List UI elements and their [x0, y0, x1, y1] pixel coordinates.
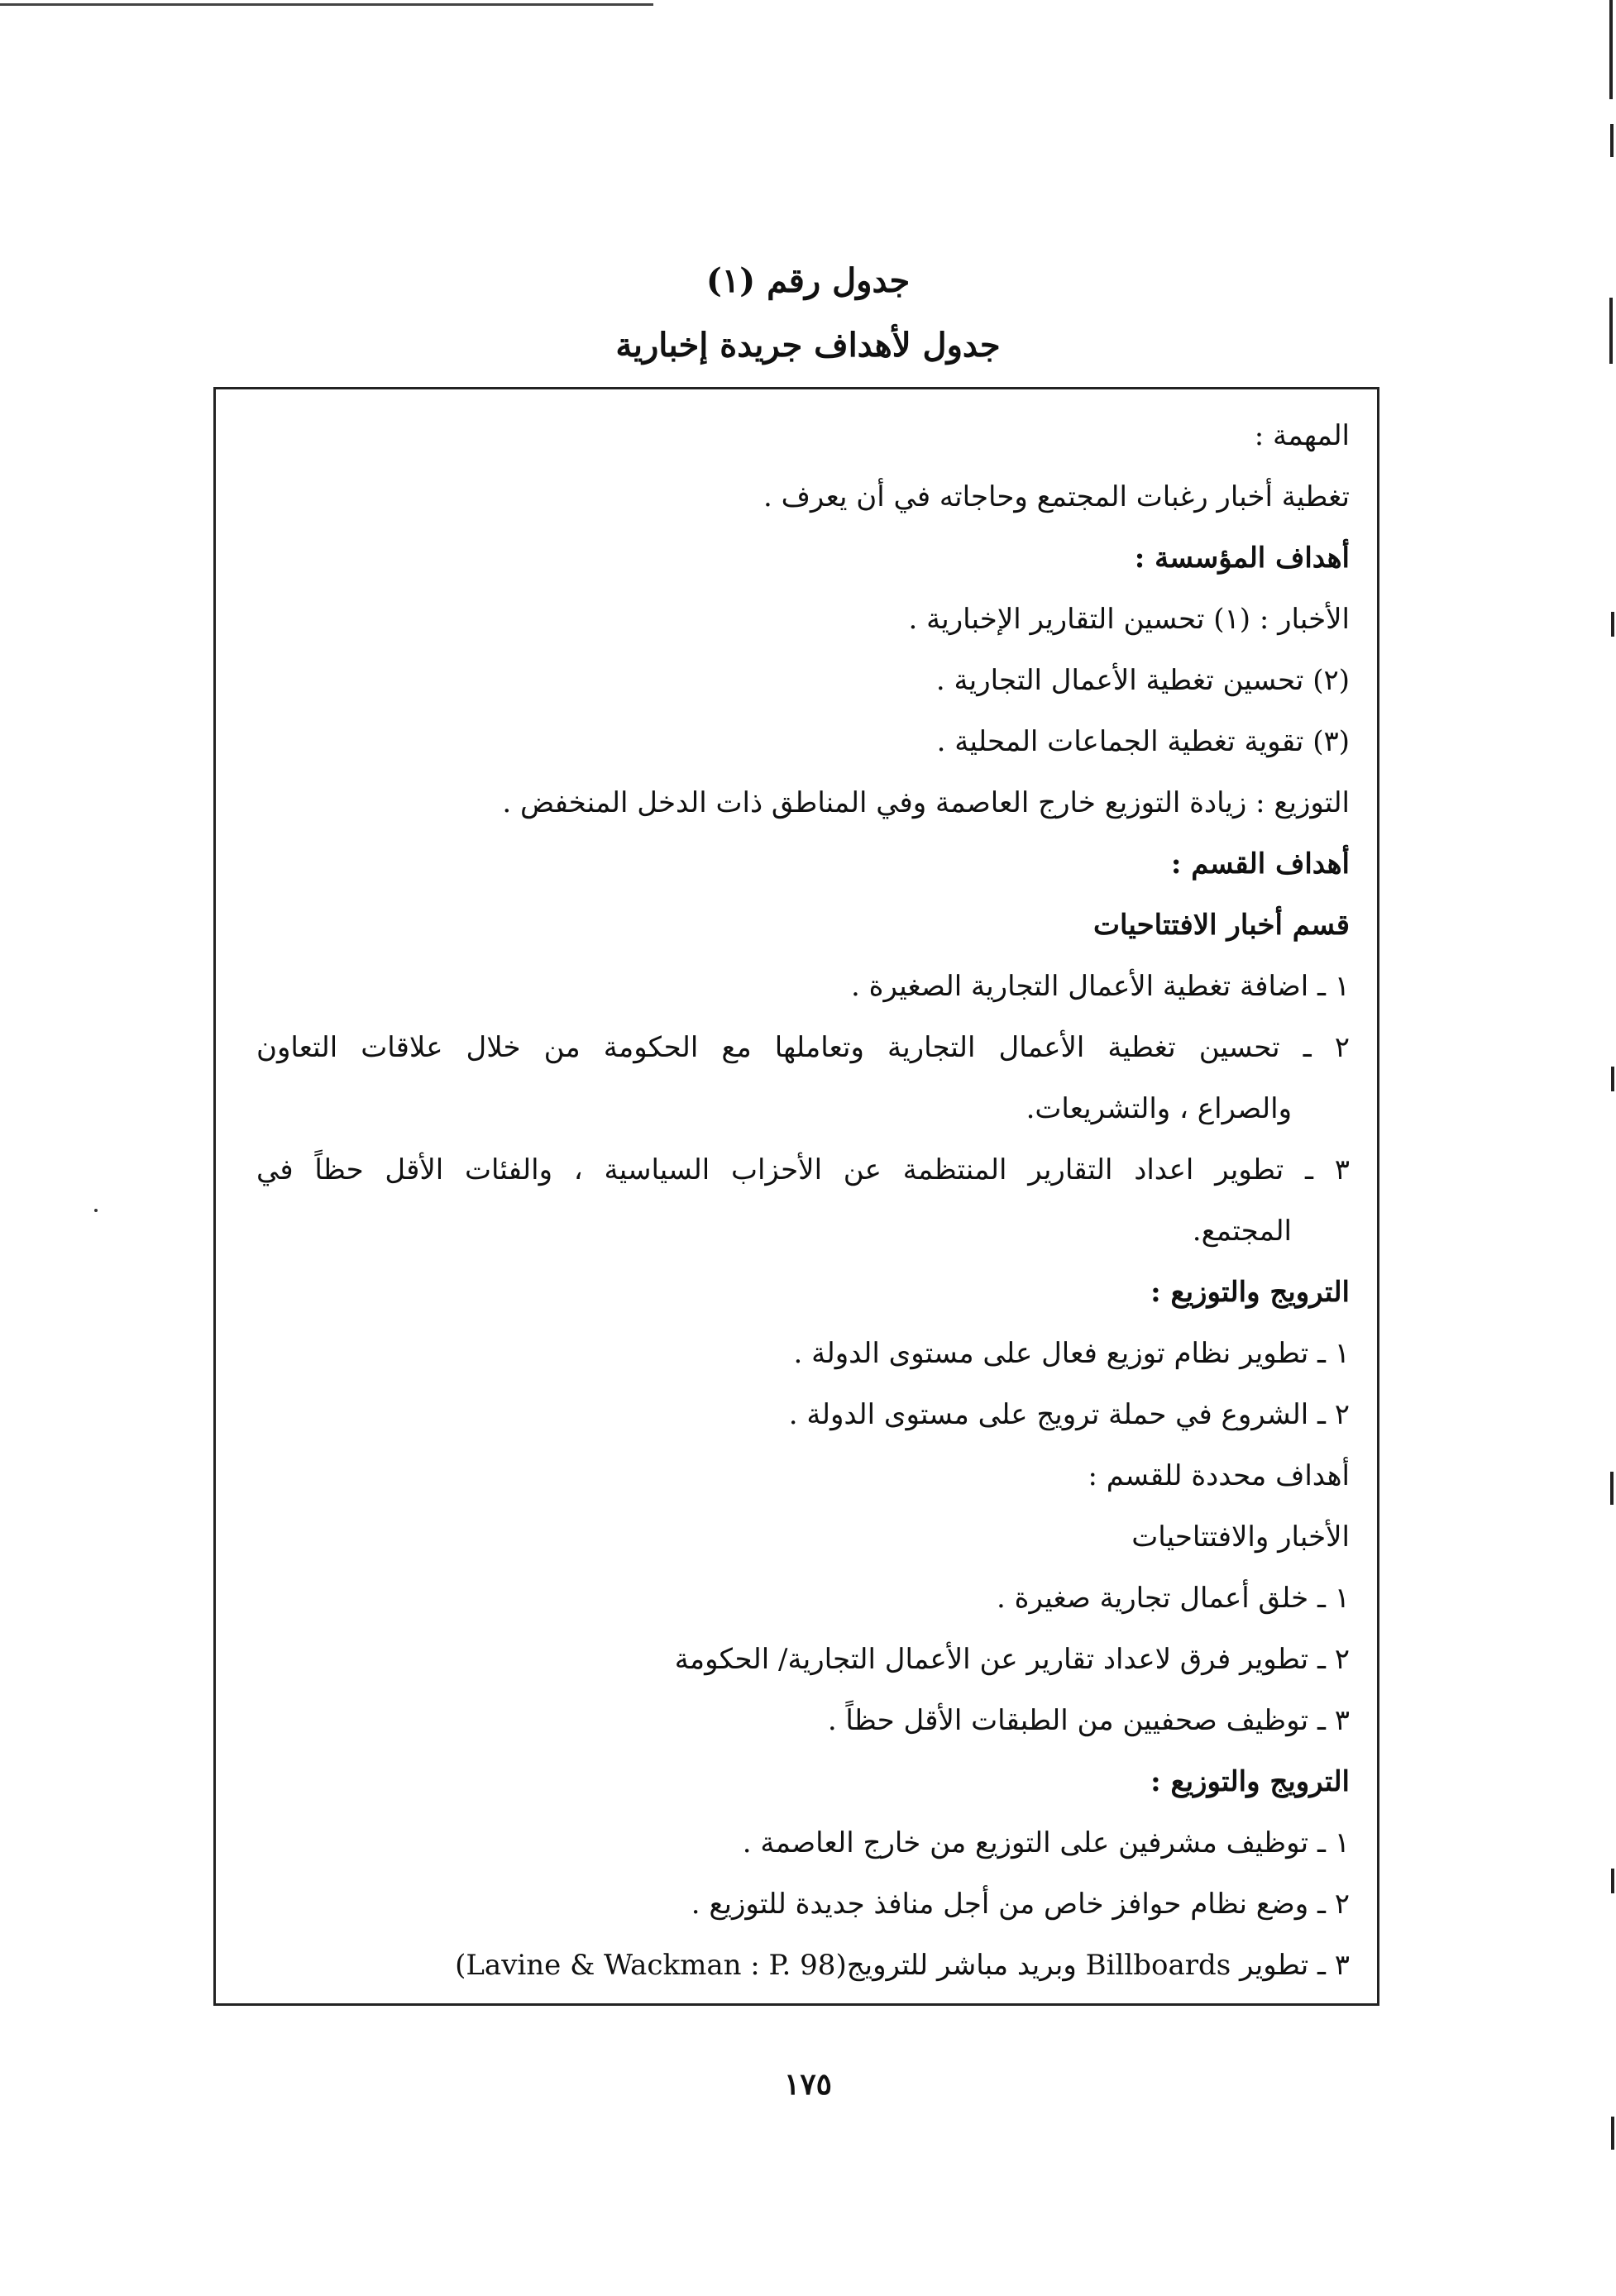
specific-news-goal-1: ١ ـ خلق أعمال تجارية صغيرة .: [997, 1582, 1350, 1615]
specific-promotion-goal-3: ٣ ـ تطوير Billboards وبريد مباشر للترويج(Lavine & Wackman : P. 98): [455, 1949, 1350, 1982]
editorial-goal-2-cont: والصراع ، والتشريعات.: [1026, 1092, 1292, 1125]
scan-edge-mark: [1610, 124, 1614, 157]
specific-goals-heading: أهداف محددة للقسم :: [1088, 1459, 1350, 1492]
editorial-goal-3: ٣ ـ تطوير اعداد التقارير المنتظمة عن الأحزاب السياسية ، والفئات الأقل حظاً في: [256, 1153, 1350, 1186]
promotion-goal-2: ٢ ـ الشروع في حملة ترويج على مستوى الدولة .: [788, 1398, 1350, 1431]
news-goal-2: (٢) تحسين تغطية الأعمال التجارية .: [935, 664, 1350, 697]
table-title: جدول لأهداف جريدة إخبارية: [615, 326, 1001, 365]
department-goals-heading: أهداف القسم :: [1170, 847, 1350, 881]
specific-promotion-heading: الترويج والتوزيع :: [1150, 1765, 1350, 1798]
scan-edge-mark: [1611, 1067, 1614, 1091]
specific-promotion-goal-2: ٢ ـ وضع نظام حوافز خاص من أجل منافذ جديدة للتوزيع .: [691, 1888, 1350, 1921]
editorial-section-heading: قسم أخبار الافتتاحيات: [1092, 909, 1350, 942]
news-goal-1: الأخبار : (١) تحسين التقارير الإخبارية .: [908, 603, 1350, 636]
mission-text: تغطية أخبار رغبات المجتمع وحاجاته في أن يعرف .: [763, 480, 1350, 513]
scan-edge-mark: [1609, 0, 1613, 99]
institution-goals-heading: أهداف المؤسسة :: [1134, 542, 1350, 575]
promotion-heading: الترويج والتوزيع :: [1150, 1276, 1350, 1309]
table-number: جدول رقم (١): [705, 261, 911, 300]
scan-speck: [94, 1209, 98, 1212]
specific-promotion-goal-1: ١ ـ توظيف مشرفين على التوزيع من خارج العاصمة .: [742, 1826, 1350, 1859]
specific-news-goal-3: ٣ ـ توظيف صحفيين من الطبقات الأقل حظاً .: [827, 1704, 1350, 1737]
distribution-goal: التوزيع : زيادة التوزيع خارج العاصمة وفي المناطق ذات الدخل المنخفض .: [502, 786, 1350, 819]
editorial-goal-2: ٢ ـ تحسين تغطية الأعمال التجارية وتعاملها مع الحكومة من خلال علاقات التعاون: [256, 1031, 1350, 1064]
editorial-goal-3-cont: المجتمع.: [1192, 1215, 1292, 1248]
page-number: ١٧٥: [783, 2067, 832, 2102]
table-content: [256, 405, 1350, 1996]
editorial-goal-1: ١ ـ اضافة تغطية الأعمال التجارية الصغيرة .: [851, 970, 1350, 1003]
scan-edge-mark: [1611, 1869, 1614, 1893]
promotion-goal-1: ١ ـ تطوير نظام توزيع فعال على مستوى الدولة .: [793, 1337, 1350, 1370]
specific-news-goal-2: ٢ ـ تطوير فرق لاعداد تقارير عن الأعمال التجارية/ الحكومة: [674, 1643, 1350, 1676]
scan-edge-mark: [1610, 1472, 1614, 1505]
news-editorial-heading: الأخبار والافتتاحيات: [1131, 1520, 1350, 1554]
mission-heading: المهمة :: [1254, 419, 1350, 452]
scan-edge-mark: [1611, 2117, 1614, 2150]
scan-edge-mark: [1611, 612, 1614, 637]
scan-top-rule: [0, 3, 653, 6]
news-goal-3: (٣) تقوية تغطية الجماعات المحلية .: [936, 725, 1350, 758]
